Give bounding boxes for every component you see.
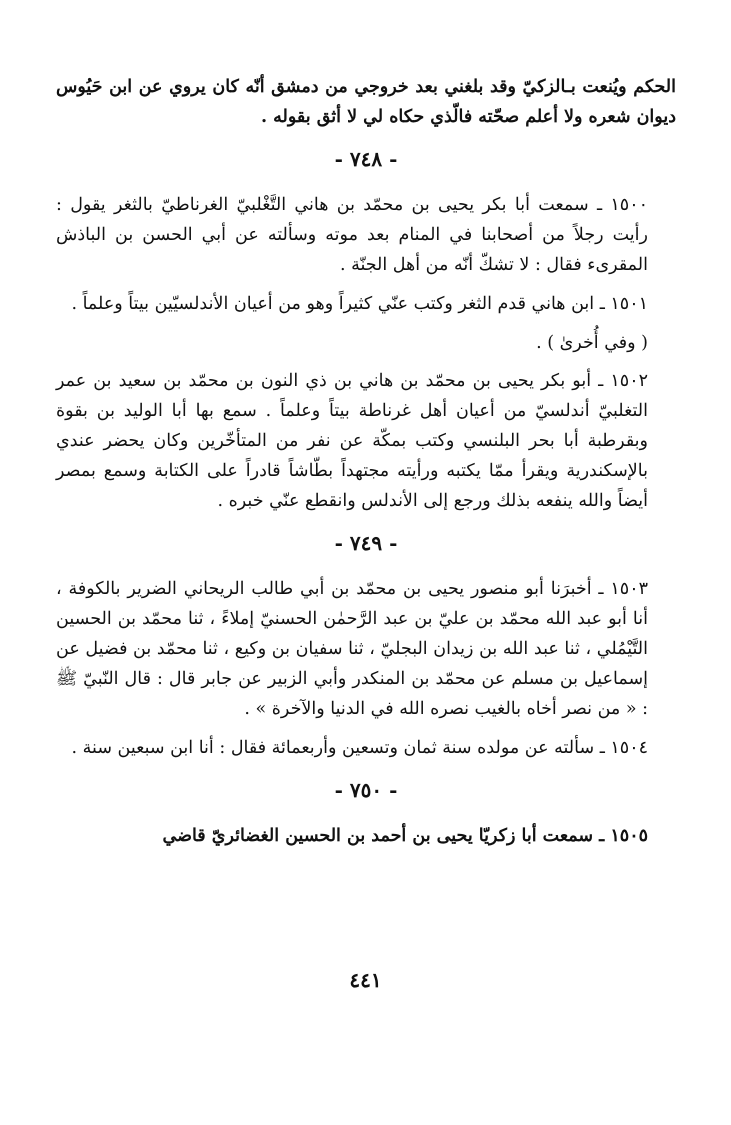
entry-1501: ١٥٠١ ـ ابن هاني قدم الثغر وكتب عنّي كثيراً وهو من أعيان الأندلسيّين بيتاً وعلماً . bbox=[71, 294, 648, 314]
section-separator-748: - ٧٤٨ - bbox=[334, 147, 398, 171]
continuation-paragraph: الحكم ويُنعت بـالزكيّ وقد بلغني بعد خروجي من دمشق أنّه كان يروي عن ابن حَيُوس ديوان شعره ولا أعلم صحّته فالّذي حكاه لي لا أثق بقوله . bbox=[56, 77, 676, 127]
page-number: ٤٤١ bbox=[349, 968, 382, 992]
entry-1500: ١٥٠٠ ـ سمعت أبا بكر يحيى بن محمّد بن هاني التَّغْلبيّ الغرناطيّ بالثغر يقول : رأيت رجلاً من أصحابنا في المنام بعد موته وسألته عن أبي الحسن بن الباذش المقرىء فقال : لا تشكّ أنّه من أهل الجنّة . bbox=[56, 195, 648, 275]
section-separator-749: - ٧٤٩ - bbox=[334, 531, 398, 555]
entry-1504: ١٥٠٤ ـ سألته عن مولده سنة ثمان وتسعين وأربعمائة فقال : أنا ابن سبعين سنة . bbox=[71, 738, 648, 758]
section-separator-750: - ٧٥٠ - bbox=[334, 778, 398, 802]
entry-1505: ١٥٠٥ ـ سمعت أبا زكريّا يحيى بن أحمد بن الحسين الغضائريّ قاضي bbox=[162, 826, 648, 846]
variant-note: ( وفي أُخرىٰ ) . bbox=[536, 333, 648, 353]
entry-1502: ١٥٠٢ ـ أبو بكر يحيى بن محمّد بن هاني بن ذي النون بن محمّد بن سعيد بن عمر التغلبيّ أندلسيّ من أعيان أهل غرناطة بيتاً وعلماً . سمع بها أبا الوليد بن بقوة وبقرطبة أبا بحر البلنسي وكتب بمكّة عن نفر من المتأخّرين وكان يحضر عندي بالإسكندرية ويقرأ ممّا يكتبه ورأيته مجتهداً بطّاشاً قادراً على الكتابة وسمع بمصر أيضاً والله ينفعه بذلك ورجع إلى الأندلس وانقطع عنّي خبره . bbox=[56, 371, 648, 511]
entry-1503: ١٥٠٣ ـ أخبرَنا أبو منصور يحيى بن محمّد بن أبي طالب الريحاني الضرير بالكوفة ، أنا أبو عبد الله محمّد بن عليّ بن عبد الرَّحمٰن الحسنيّ إملاءً ، ثنا محمّد بن الحسين التَّيْمُلي ، ثنا عبد الله بن زيدان البجليّ ، ثنا سفيان بن وكيع ، ثنا محمّد بن فضيل عن إسماعيل بن مسلم عن محمّد بن المنكدر وأبي الزبير عن جابر قال : قال النّبيّ ﷺ : « من نصر أخاه بالغيب نصره الله في الدنيا والآخرة » . bbox=[56, 579, 649, 719]
page-body bbox=[56, 72, 676, 860]
